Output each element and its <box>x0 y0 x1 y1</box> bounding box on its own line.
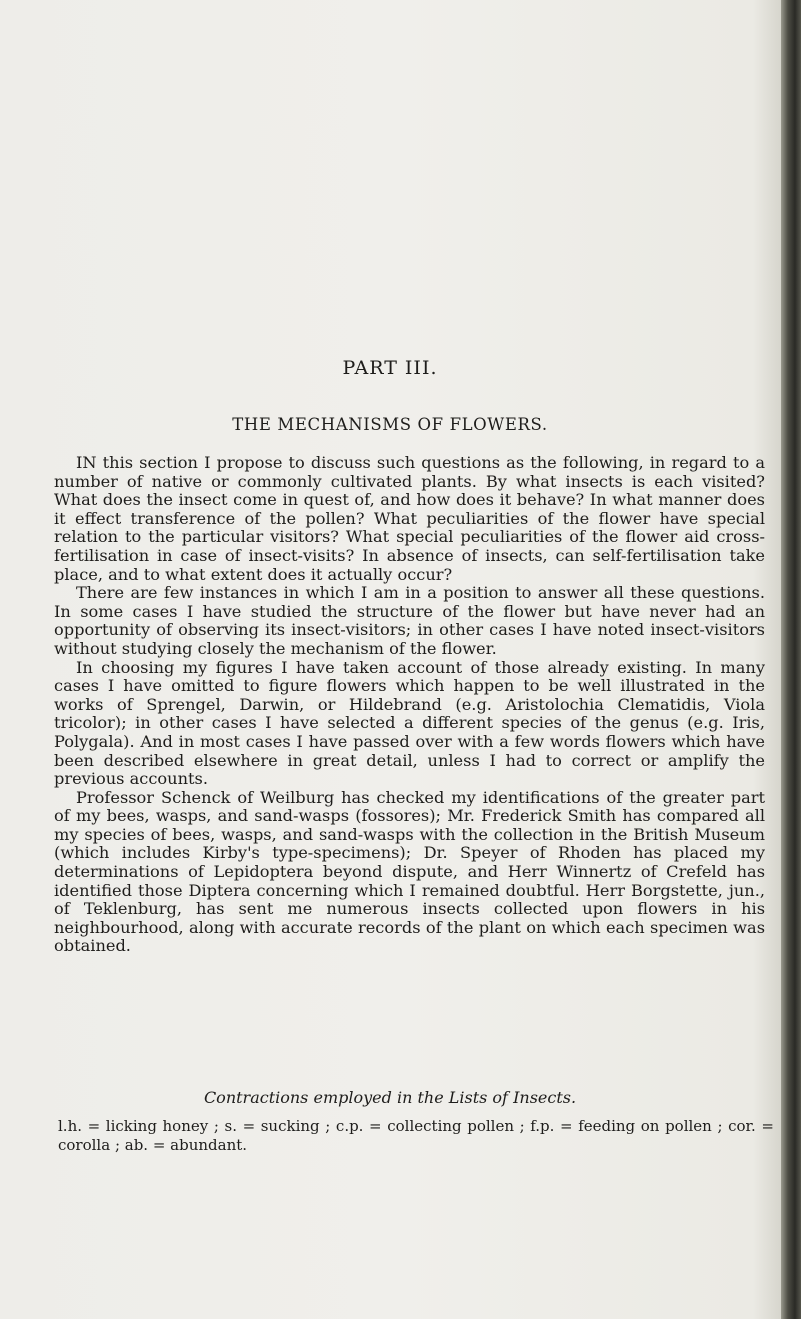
paragraph-acknowledgements: Professor Schenck of Weilburg has checked my identifications of the greater part of my bees, wasps, and sand-wasps (fossores); Mr. Frederick Smith has compared all my species of bees, wasps, and sand-wasps with the collection in the British Museum (which includes Kirby's type-specimens); Dr. Speyer of Rhoden has placed my determinations of Lepidoptera beyond dispute, and Herr Winnertz of Crefeld has identified those Diptera concerning which I remained doubtful. Herr Borgstette, jun., of Teklenburg, has sent me numerous insects collected upon flowers in his neighbourhood, along with accurate records of the plant on which each specimen was obtained. <box>54 787 765 956</box>
contractions-heading: Contractions employed in the Lists of Insects. <box>203 1088 577 1107</box>
body-text <box>54 454 765 956</box>
part-heading: PART III. <box>342 357 438 379</box>
paragraph-observations: There are few instances in which I am in a position to answer all these questions. In some cases I have studied the structure of the flower but have never had an opportunity of observing its insect-visitors; in other cases I have noted insect-visitors without studying closely the mechanism of the flower. <box>54 583 765 658</box>
chapter-heading: THE MECHANISMS OF FLOWERS. <box>232 415 548 434</box>
paragraph-questions: IN this section I propose to discuss such questions as the following, in regard to a number of native or commonly cultivated plants. By what insects is each visited? What does the insect come in quest of, and how does it behave? In what manner does it effect transference of the pollen? What peculiarities of the flower have special relation to the particular visitors? What special peculiarities of the flower aid cross-fertilisation in case of insect-visits? In absence of insects, can self-fertilisation take place, and to what extent does it actually occur? <box>54 453 765 584</box>
contractions-list: l.h. = licking honey ; s. = sucking ; c.p. = collecting pollen ; f.p. = feeding on pollen ; cor. = corolla ; ab. = abundant. <box>58 1117 774 1154</box>
book-spine-shadow <box>781 0 801 1319</box>
paragraph-figures: In choosing my figures I have taken account of those already existing. In many cases I have omitted to figure flowers which happen to be well illustrated in the works of Sprengel, Darwin, or Hildebrand (e.g. Aristolochia Clematidis, Viola tricolor); in other cases I have selected a different species of the genus (e.g. Iris, Polygala). And in most cases I have passed over with a few words flowers which have been described elsewhere in great detail, unless I had to correct or amplify the previous accounts. <box>54 657 765 789</box>
